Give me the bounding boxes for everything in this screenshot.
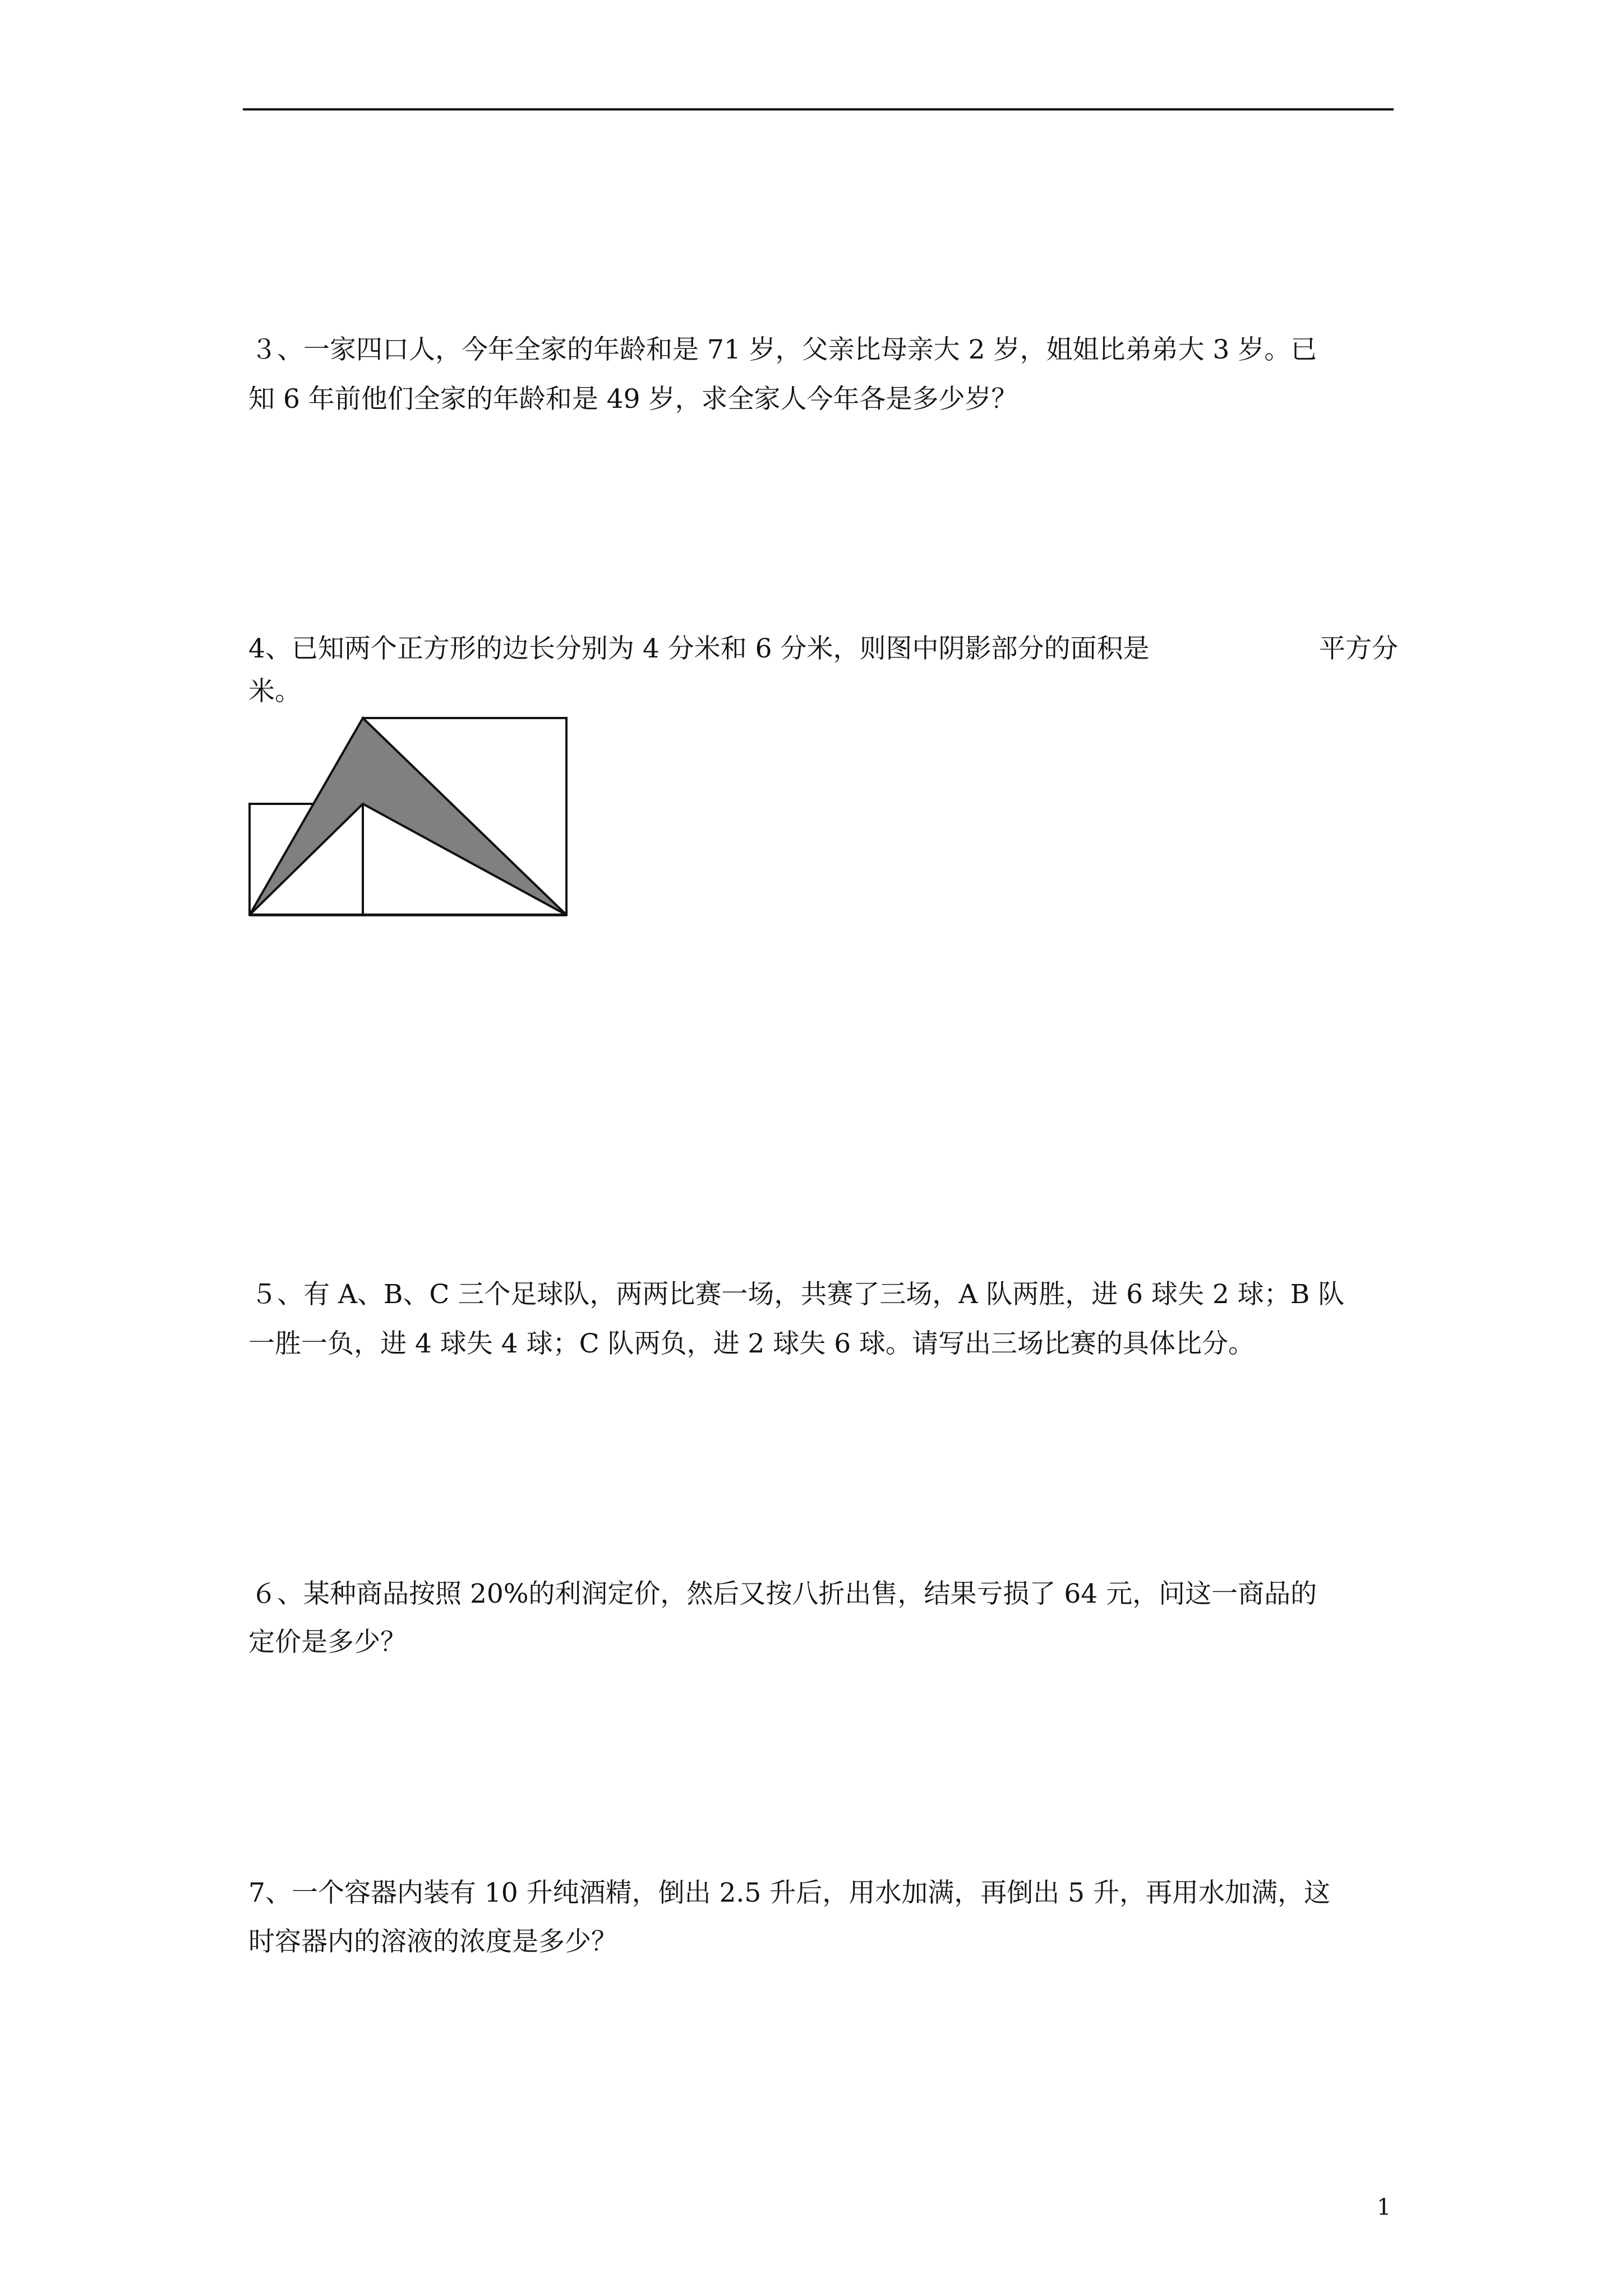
question-5-line-1: ５、有 A、B、C 三个足球队，两两比赛一场，共赛了三场，A 队两胜，进 6 球失 2 球；B 队 bbox=[251, 1279, 1345, 1310]
page-number: 1 bbox=[1377, 2194, 1391, 2220]
question-4-text: 4、已知两个正方形的边长分别为 4 分米和 6 分米，则图中阴影部分的面积是 bbox=[248, 633, 1150, 664]
header-rule bbox=[243, 108, 1394, 111]
question-4-line-1 bbox=[248, 632, 1398, 666]
question-7-line-2: 时容器内的溶液的浓度是多少？ bbox=[248, 1926, 617, 1957]
question-3-line-2: 知 6 年前他们全家的年龄和是 49 岁，求全家人今年各是多少岁？ bbox=[248, 384, 1018, 415]
question-3-line-1: ３、一家四口人，今年全家的年龄和是 71 岁，父亲比母亲大 2 岁，姐姐比弟弟大 3 岁。已 bbox=[251, 334, 1317, 365]
question-5-line-2: 一胜一负，进 4 球失 4 球；C 队两负，进 2 球失 6 球。请写出三场比赛的具体比分。 bbox=[248, 1328, 1255, 1359]
squares-shaded-figure bbox=[247, 715, 571, 918]
question-7-line-1: 7、一个容器内装有 10 升纯酒精，倒出 2.5 升后，用水加满，再倒出 5 升，再用水加满，这 bbox=[248, 1878, 1330, 1908]
question-6-line-1: ６、某种商品按照 20%的利润定价，然后又按八折出售，结果亏损了 64 元，问这一商品的 bbox=[251, 1579, 1317, 1609]
question-6-line-2: 定价是多少？ bbox=[248, 1627, 407, 1658]
question-4-unit: 平方分 bbox=[1319, 633, 1398, 664]
question-4-line-2: 米。 bbox=[248, 676, 301, 707]
